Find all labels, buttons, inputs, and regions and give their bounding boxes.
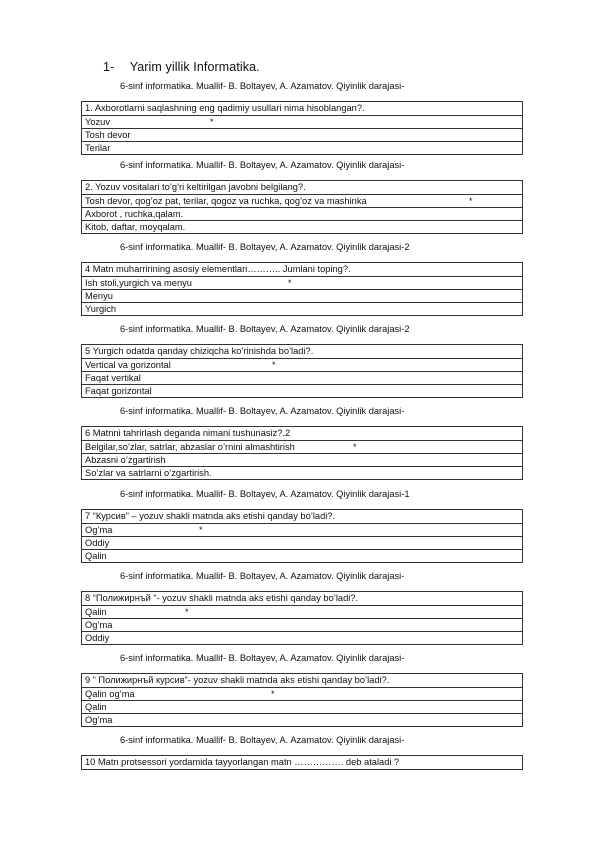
- question-block-9: [0, 733, 596, 770]
- question-text: 6 Matnni tahrirlash deganda nimani tushunasiz?.2: [82, 427, 523, 441]
- question-text: 8 “Полижирнъй “- yozuv shakli matnda aks etishi qanday bo’ladi?.: [82, 592, 523, 606]
- question-text: 4 Matn muharririning asosiy elementlari……….. Jumlani toping?.: [82, 263, 523, 277]
- correct-answer-mark: *: [185, 607, 189, 617]
- answer-option: Qalin: [82, 550, 523, 563]
- question-meta: 6-sinf informatika. Muallif- B. Boltayev, A. Azamatov. Qiyinlik darajasi-: [120, 571, 405, 581]
- answer-option: Faqat gorizontal: [82, 385, 523, 398]
- heading-number: 1-: [103, 60, 115, 74]
- document-heading: [103, 60, 260, 74]
- correct-answer-mark: *: [271, 689, 275, 699]
- correct-answer-mark: *: [469, 196, 473, 206]
- question-block-6: [0, 487, 596, 563]
- question-table: [81, 101, 523, 155]
- correct-answer-mark: *: [210, 117, 214, 127]
- answer-option: Qalin: [82, 701, 523, 714]
- question-table: [81, 673, 523, 727]
- answer-option: Yurgich: [82, 303, 523, 316]
- answer-option: Vertical va gorizontal *: [82, 359, 523, 372]
- question-text: 10 Matn protsessori yordamida tayyorlangan matn ……………. deb ataladi ?: [82, 756, 523, 770]
- question-meta: 6-sinf informatika. Muallif- B. Boltayev, A. Azamatov. Qiyinlik darajasi-: [120, 653, 405, 663]
- correct-answer-mark: *: [288, 278, 292, 288]
- question-block-2: [0, 158, 596, 234]
- question-table: [81, 755, 523, 770]
- answer-option: Og’ma: [82, 714, 523, 727]
- answer-option: Axborot , ruchka,qalam.: [82, 208, 523, 221]
- question-block-3: [0, 240, 596, 316]
- question-block-5: [0, 404, 596, 480]
- correct-answer-mark: *: [272, 360, 276, 370]
- question-text: 9 “ Полижирнъй курсив”- yozuv shakli matnda aks etishi qanday bo’ladi?.: [82, 674, 523, 688]
- question-block-4: [0, 322, 596, 398]
- question-table: [81, 591, 523, 645]
- question-text: 5 Yurgich odatda qanday chiziqcha ko’rinishda bo’ladi?.: [82, 345, 523, 359]
- answer-option: Oddiy: [82, 632, 523, 645]
- answer-option: Terilar: [82, 142, 523, 155]
- question-table: [81, 509, 523, 563]
- answer-option: Belgilar,so’zlar, satrlar, abzaslar o’rnini almashtirish *: [82, 441, 523, 454]
- correct-answer-mark: *: [199, 525, 203, 535]
- question-meta: 6-sinf informatika. Muallif- B. Boltayev, A. Azamatov. Qiyinlik darajasi-: [120, 81, 405, 91]
- answer-option: Ish stoli,yurgich va menyu *: [82, 277, 523, 290]
- answer-option: Menyu: [82, 290, 523, 303]
- question-block-1: [0, 79, 596, 155]
- answer-option: Og’ma *: [82, 524, 523, 537]
- question-table: [81, 262, 523, 316]
- question-table: [81, 344, 523, 398]
- question-block-8: [0, 651, 596, 727]
- question-meta: 6-sinf informatika. Muallif- B. Boltayev, A. Azamatov. Qiyinlik darajasi-2: [120, 242, 410, 252]
- answer-option: So’zlar va satrlarni o’zgartirish.: [82, 467, 523, 480]
- question-block-7: [0, 569, 596, 645]
- question-meta: 6-sinf informatika. Muallif- B. Boltayev, A. Azamatov. Qiyinlik darajasi-1: [120, 489, 410, 499]
- question-meta: 6-sinf informatika. Muallif- B. Boltayev, A. Azamatov. Qiyinlik darajasi-: [120, 160, 405, 170]
- heading-title: Yarim yillik Informatika.: [129, 60, 260, 74]
- question-text: 7 “Курсив” – yozuv shakli matnda aks etishi qanday bo’ladi?.: [82, 510, 523, 524]
- answer-option: Og’ma: [82, 619, 523, 632]
- question-text: 2. Yozuv vositalari to’g’ri keltirilgan javobni belgilang?.: [82, 181, 523, 195]
- question-meta: 6-sinf informatika. Muallif- B. Boltayev, A. Azamatov. Qiyinlik darajasi-: [120, 406, 405, 416]
- answer-option: Qalin *: [82, 606, 523, 619]
- question-table: [81, 180, 523, 234]
- answer-option: Yozuv *: [82, 116, 523, 129]
- question-text: 1. Axborotlarni saqlashning eng qadimiy usullari nima hisoblangan?.: [82, 102, 523, 116]
- answer-option: Kitob, daftar, moyqalam.: [82, 221, 523, 234]
- question-meta: 6-sinf informatika. Muallif- B. Boltayev, A. Azamatov. Qiyinlik darajasi-2: [120, 324, 410, 334]
- answer-option: Abzasni o’zgartirish: [82, 454, 523, 467]
- answer-option: Tosh devor, qog’oz pat, terilar, qogoz va ruchka, qog’oz va mashinka *: [82, 195, 523, 208]
- answer-option: Faqat vertikal: [82, 372, 523, 385]
- answer-option: Tosh devor: [82, 129, 523, 142]
- answer-option: Oddiy: [82, 537, 523, 550]
- question-meta: 6-sinf informatika. Muallif- B. Boltayev, A. Azamatov. Qiyinlik darajasi-: [120, 735, 405, 745]
- answer-option: Qalin og’ma *: [82, 688, 523, 701]
- question-table: [81, 426, 523, 480]
- correct-answer-mark: *: [353, 442, 357, 452]
